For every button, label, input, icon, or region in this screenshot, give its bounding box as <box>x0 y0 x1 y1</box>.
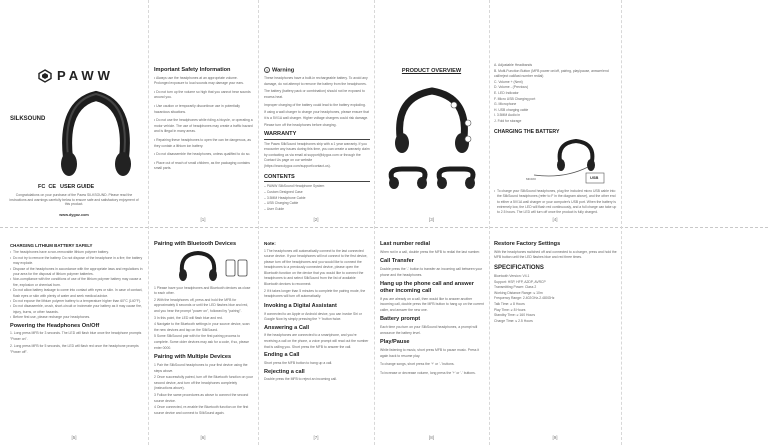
note-title: Note: <box>264 241 276 246</box>
power-step: 2. Long press MFB for 5 seconds, the LED will flash red once the headphone prompts "Power off". <box>10 344 139 355</box>
page-number: [5] <box>71 435 77 440</box>
reject-call-text: Double press the MFB to reject an incoming call. <box>264 377 337 382</box>
spec-item: Standby Time: ≥ 160 Hours <box>494 313 536 318</box>
warning-item: Please turn off the headphones before charging. <box>264 123 337 128</box>
page-number: [7] <box>313 435 319 440</box>
safety-item: • Place out of reach of small children, as the packaging contains small parts. <box>154 160 250 171</box>
multi-pairing-step: 2 Once successfully paired, turn off the Bluetooth function on your second device, and turn off the headphones completely (instructions above). <box>154 375 253 391</box>
charging-illustration <box>494 137 617 187</box>
page-number: [2] <box>313 217 319 222</box>
spec-item: Frequency Range: 2.402GHz-2.480GHz <box>494 296 555 301</box>
overview-label: F. Micro USB Charging port <box>494 96 536 101</box>
contents-item: – User Guide <box>264 206 284 211</box>
ce-mark-icon: CE <box>48 184 56 190</box>
blank-panel <box>621 0 768 227</box>
transfer-title: Call Transfer <box>380 258 414 265</box>
spec-item: Talk Time: ≥ 8 Hours <box>494 302 525 307</box>
spec-item: Play Time: ≥ 8 Hours <box>494 307 526 312</box>
paww-logo-icon <box>38 69 52 83</box>
multi-pairing-step: 4 Once connected, re-enable the Bluetooth function on the first source device and connect to SilkSound again. <box>154 405 249 415</box>
overview-label: J. Fold for storage <box>494 118 522 123</box>
safety-item: • Do not turn up the volume so high that you cannot hear sounds around you. <box>154 89 251 100</box>
website: www.dygoz.com <box>59 213 89 217</box>
pairing-panel <box>148 228 258 445</box>
contents-title: CONTENTS <box>264 174 370 183</box>
redial-text: When not in a call, double press the MFB to redial the last number. <box>380 249 481 254</box>
pairing-title: Pairing with Bluetooth Devices <box>154 241 237 247</box>
battery-prompt-title: Battery prompt <box>380 316 421 323</box>
battery-safety-item: • Do not allow battery leakage to come into contact with eyes or skin. In case of contact, flush eyes or skin with plenty of water and seek medical advice. <box>10 288 144 299</box>
battery-safety-item: • Do not expose the lithium polymer battery to a temperature higher than 60°C (140°F). <box>10 299 144 304</box>
battery-safety-item: • Do not disassemble, crush, short-circuit or incinerate your battery as it may cause fire, injury, burns, or other hazards. <box>10 304 144 315</box>
battery-prompt-text: Each time you turn on your SilkSound headphones, a prompt will announce the battery level. <box>380 325 478 335</box>
product-overview-diagram <box>378 77 485 207</box>
micro-port-label: MICRO <box>526 176 536 181</box>
note-item: 1 The headphones will automatically connect to the last connected source device. If your headphones will not connect to the first device, please turn off the headphones and you would like to connect the headphones to a previously connected device, please open the Bluetooth function on the device that you would like to connect the headphones to and select SilkSound from the list of available Bluetooth devices to reconnect. <box>264 248 368 287</box>
usb-label: USB <box>590 174 599 180</box>
safety-panel <box>148 0 258 227</box>
headphones-image <box>56 86 136 190</box>
page-number: [4] <box>552 217 558 222</box>
pairing-step: 1 Please have your headphones and Bluetooth devices as close to each other. <box>154 285 251 296</box>
battery-safety-item: • Do not try to remove the battery. Do not dispose of the headphone in a fire; the battery may explode. <box>10 256 144 267</box>
multi-pairing-step: 3 Follow the same procedures as above to connect the second source device. <box>154 392 249 403</box>
specs-panel <box>489 228 621 445</box>
warning-panel <box>258 0 374 227</box>
pairing-step: 4 Navigate to the Bluetooth settings in your source device, scan the new devices and tap on the SilkSound. <box>154 322 250 332</box>
battery-safety-item: • Before first use, please recharge your headphones. <box>10 315 144 320</box>
assistant-title: Invoking a Digital Assistant <box>264 302 337 309</box>
pairing-step: 2 With the headphones off, press and hold the MFB for approximately 6 seconds or until the LED flashes blue and red, and you hear the prompt "power on", followed by "pairing". <box>154 297 249 314</box>
battery-safety-item: • Non-compliance with the conditions of use of the lithium polymer battery may cause a fire, explosion or chemical burn. <box>10 277 144 288</box>
multi-pairing-steps <box>154 363 254 416</box>
overview-panel <box>374 0 489 227</box>
play-pause-line: To change songs, short press the '+' or '-' buttons. <box>380 362 455 367</box>
warning-heading <box>264 67 370 74</box>
pairing-step: 5 Some SilkSound pair with for the first pairing process to complete. Some older devices may ask for a code, if so, please enter 0000. <box>154 334 249 350</box>
cover-panel <box>0 0 148 227</box>
overview-label: I. 3.5MM Audio in <box>494 113 521 118</box>
spec-item: Transmitting Power: Class 2 <box>494 285 537 290</box>
safety-list <box>154 76 254 172</box>
multi-pairing-step: 1 Pair the SilkSound headphones to your first device using the steps above. <box>154 362 248 373</box>
controls-panel <box>374 228 489 445</box>
restore-title: Restore Factory Settings <box>494 241 561 247</box>
overview-label: C. Volume + (Next) <box>494 79 523 84</box>
power-step: 1. Long press MFB for 3 seconds. The LED will flash blue once the headphone prompts "Power on". <box>10 331 142 341</box>
hang-up-text: If you are already on a call, then would like to answer another incoming call, double press the MFB button to hang up on the current caller, and answer the new one. <box>380 296 484 312</box>
user-guide-title: USER GUIDE <box>59 184 95 190</box>
battery-safety-item: • Dispose of the headphones in accordance with the appropriate laws and regulations in your area for the disposal of lithium polymer batteries. <box>10 267 144 278</box>
pairing-diagram <box>154 250 252 284</box>
charging-title: CHARGING THE BATTERY <box>494 128 560 135</box>
pairing-steps <box>154 286 254 352</box>
answer-title: Answering a Call <box>264 324 310 331</box>
transfer-text: Double press the '-' button to transfer an incoming call between your phone and the headphones. <box>380 267 483 277</box>
charging-instructions <box>494 189 617 216</box>
page-number: [1] <box>200 217 206 222</box>
contents-list <box>264 184 370 212</box>
spec-item: Charge Time: ≤ 2.5 Hours <box>494 318 533 323</box>
blank-panel-bottom <box>621 228 768 445</box>
warning-item: These headphones have a built-in rechargeable battery. To avoid any damage, do not attempt to remove the battery from the headphones. <box>264 76 368 86</box>
warranty-title: WARRANTY <box>264 131 370 140</box>
safety-item: • Do not use the headphones while riding a bicycle, or operating a motor vehicle. The use of headphones may create a traffic hazard and is illegal in many areas. <box>154 118 253 134</box>
multi-pairing-title: Pairing with Multiple Devices <box>154 354 232 361</box>
battery-safety-title: CHARGING LITHIUM BATTERY SAFELY <box>10 243 93 248</box>
warning-item: If using a wall charger to charge your headphones, please ensure that it is a 5V/1A wall charger. Higher voltage chargers could risk damage. <box>264 110 369 120</box>
contents-item: – 3.5MM Headphone Cable <box>264 195 306 200</box>
page-number: [3] <box>428 217 434 222</box>
charging-item: • To charge your SilkSound headphones, plug the included micro USB cable into the SilkSound headphones (refer to F in the diagram above), and the other end to either a 5V/1A wall charger or your computer's USB port. When the battery is extremely low, the LED will flash red continuously, and a full charge can take up to 2.5 hours. The LED will turn off once the product is fully charged. <box>494 189 617 216</box>
contents-item: – Custom Designed Case <box>264 189 303 194</box>
safety-item: • Use caution or temporarily discontinue use in potentially hazardous situations. <box>154 104 240 114</box>
overview-label: H. USB charging cable <box>494 107 529 112</box>
note-list <box>264 249 370 300</box>
end-call-title: Ending a Call <box>264 352 300 359</box>
charging-panel <box>489 0 621 227</box>
guide-heading <box>38 184 94 190</box>
warranty-text: The Paww SilkSound headphones ship with a 1 year warranty. If you encounter any issues during this time, you can create a warranty claim by contacting us via email at support@dygoz.com or through the Contact Us page on our website (https://www.dygoz.com/support/contact-us). <box>264 141 370 169</box>
page-number: [8] <box>428 435 434 440</box>
safety-item: • Repairing these headphones to open the can be dangerous, as they contain a lithium ion battery. <box>154 138 251 148</box>
spec-item: Support: HSP, HFP, A2DP, AVRCP <box>494 279 546 284</box>
brand-name: PAWW <box>57 68 114 83</box>
page-number: [9] <box>552 435 558 440</box>
warning-icon: ! <box>264 67 270 73</box>
play-pause-line: While listening to music, short press MFB to pause music. Press it again back to resume play. <box>380 347 480 358</box>
warning-paragraphs <box>264 76 370 129</box>
power-title: Powering the Headphones On/Off <box>10 322 100 329</box>
power-steps <box>10 331 144 355</box>
specifications-list <box>494 274 617 324</box>
restore-text: With the headphones switched off and connected to a charger, press and hold the MFB button until the LED flashes blue and red three times. <box>494 249 617 260</box>
overview-title: PRODUCT OVERVIEW <box>401 68 462 74</box>
warning-item: Improper charging of the battery could lead to the battery exploding. <box>264 102 366 107</box>
spec-item: Working Distance Range: ≤ 10m <box>494 290 543 295</box>
battery-safety-panel <box>0 228 148 445</box>
play-pause-text <box>380 348 485 376</box>
overview-label: E. LED Indicator <box>494 90 519 95</box>
assistant-text: If connected to an Apple or Android device, you can invoke Siri or Google Now by simply pressing the '+' button twice. <box>264 311 362 322</box>
battery-safety-item: • The headphones have a non-removable lithium polymer battery. <box>10 250 144 255</box>
warning-title: Warning <box>272 67 295 74</box>
page-number: [6] <box>200 435 206 440</box>
fcc-mark-icon: FC <box>38 184 46 190</box>
specifications-title: SPECIFICATIONS <box>494 264 544 271</box>
redial-title: Last number redial <box>380 241 431 247</box>
spec-item: Bluetooth Version: V4.1 <box>494 274 530 279</box>
overview-label: A. Adjustable Headbands <box>494 63 533 67</box>
overview-label: B. Multi-Function Button (MFB power on/off, pairing, play/pause, answer/end call/reject call/last number redial) <box>494 68 609 79</box>
battery-safety-list <box>10 250 144 320</box>
safety-item: • Always use the headphones at an appropriate volume. Prolonged exposure to loud sounds may damage your ears. <box>154 75 244 86</box>
overview-legend <box>494 63 617 125</box>
warning-item: The battery (battery pack or combination) should not be exposed to excess heat. <box>264 89 365 99</box>
contents-item: – PAWW SilkSound Headphone System <box>264 184 325 189</box>
play-pause-line: To increase or decrease volume, long press the '+' or '-' buttons. <box>380 370 476 375</box>
end-call-text: Short press the MFB button to hang up a call. <box>264 360 333 365</box>
contents-item: – USB Charging Cable <box>264 201 299 206</box>
hang-up-title: Hang up the phone call and answer other incoming call <box>380 281 474 294</box>
play-pause-title: Play/Pause <box>380 339 410 346</box>
intro-text: Congratulations on your purchase of the Paww SILKSOUND. Please read the instructions and warnings carefully below to ensure safe and satisfactory enjoyment of this product. <box>9 193 139 207</box>
overview-label: D. Volume - (Previous) <box>494 85 529 90</box>
overview-label: G. Microphone <box>494 102 517 107</box>
pairing-step: 3 In this point, the LED will flash blue and red. <box>154 315 223 320</box>
answer-text: If the headphones are connected to a smartphone, and you're receiving a call on the phone, a voice prompt will read out the number that is calling you. Short press the MFB to answer the call. <box>264 333 369 349</box>
safety-title: Important Safety Information <box>154 67 231 73</box>
product-name: SILKSOUND <box>10 116 46 122</box>
note-item: 2 If it takes longer than 5 minutes to complete the pairing mode, the headphones will turn off automatically. <box>264 288 366 299</box>
safety-item: • Do not disassemble the headphones, unless qualified to do so. <box>154 152 251 157</box>
calls-panel <box>258 228 374 445</box>
brand-logo <box>38 68 114 83</box>
reject-call-title: Rejecting a call <box>264 368 305 375</box>
